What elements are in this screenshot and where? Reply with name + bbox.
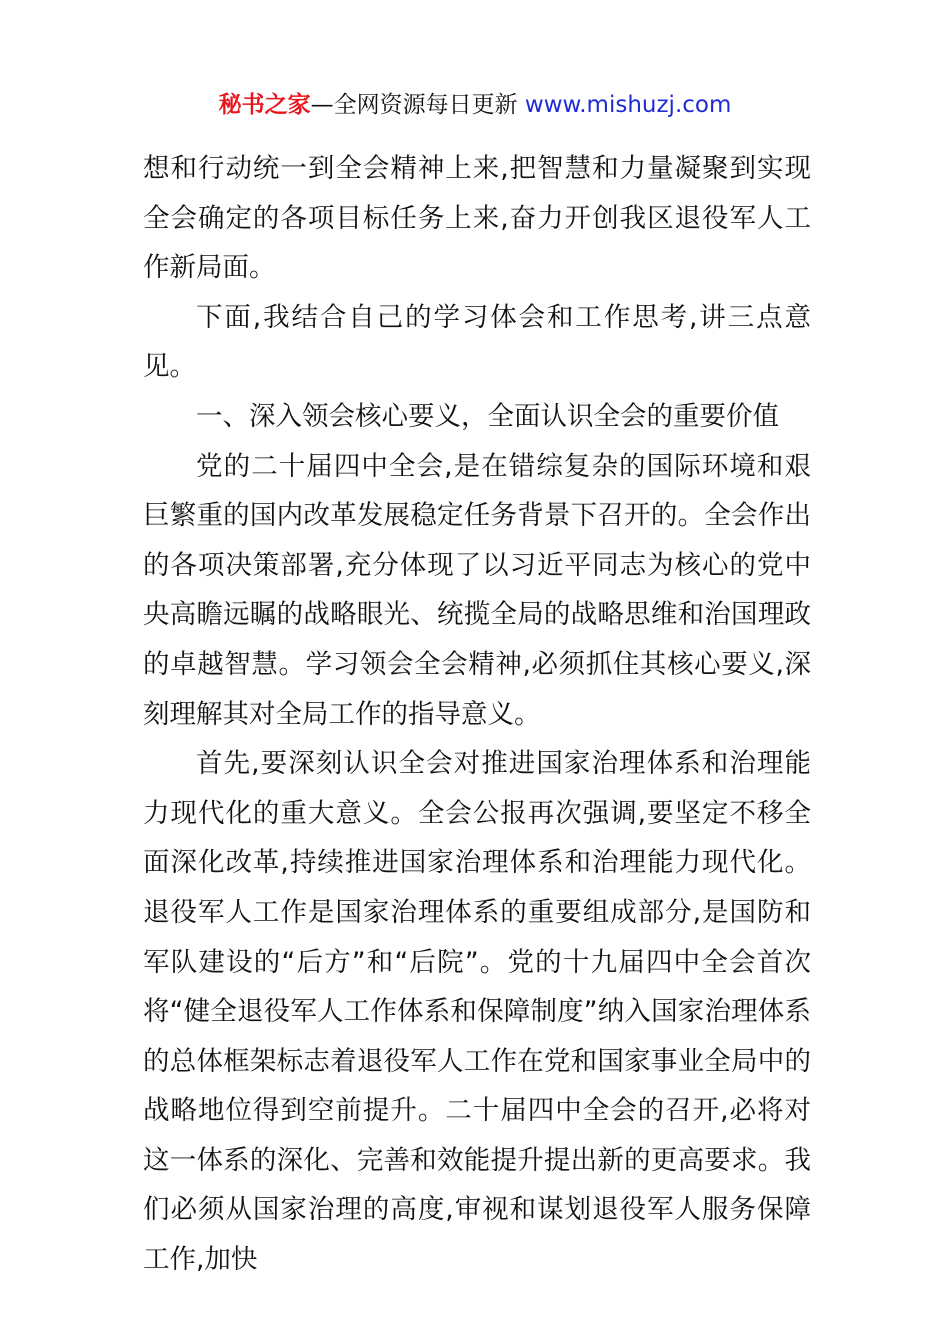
- page-header: [0, 88, 950, 122]
- paragraph-continued: 想和行动统一到全会精神上来,把智慧和力量凝聚到实现全会确定的各项目标任务上来,奋力开创我区退役军人工作新局面。: [143, 153, 811, 284]
- brand-name: 秘书之家: [218, 92, 311, 118]
- paragraph: 党的二十届四中全会,是在错综复杂的国际环境和艰巨繁重的国内改革发展稳定任务背景下召开的。全会作出的各项决策部署,充分体现了以习近平同志为核心的党中央高瞻远瞩的战略眼光、统揽全局的战略思维和治国理政的卓越智慧。学习领会全会精神,必须抓住其核心要义,深刻理解其对全局工作的指导意义。: [143, 450, 811, 730]
- document-body: [143, 144, 811, 1285]
- site-url-link[interactable]: www.mishuzj.com: [524, 92, 732, 118]
- section-heading: 一、深入领会核心要义，全面认识全会的重要价值: [196, 400, 779, 432]
- paragraph-intro: 下面,我结合自己的学习体会和工作思考,讲三点意见。: [143, 301, 811, 383]
- header-tagline: —全网资源每日更新: [310, 92, 525, 118]
- paragraph: 首先,要深刻认识全会对推进国家治理体系和治理能力现代化的重大意义。全会公报再次强调,要坚定不移全面深化改革,持续推进国家治理体系和治理能力现代化。退役军人工作是国家治理体系的重要组成部分,是国防和军队建设的“后方”和“后院”。党的十九届四中全会首次将“健全退役军人工作体系和保障制度”纳入国家治理体系的总体框架标志着退役军人工作在党和国家事业全局中的战略地位得到空前提升。二十届四中全会的召开,必将对这一体系的深化、完善和效能提升提出新的更高要求。我们必须从国家治理的高度,审视和谋划退役军人服务保障工作,加快: [143, 748, 811, 1276]
